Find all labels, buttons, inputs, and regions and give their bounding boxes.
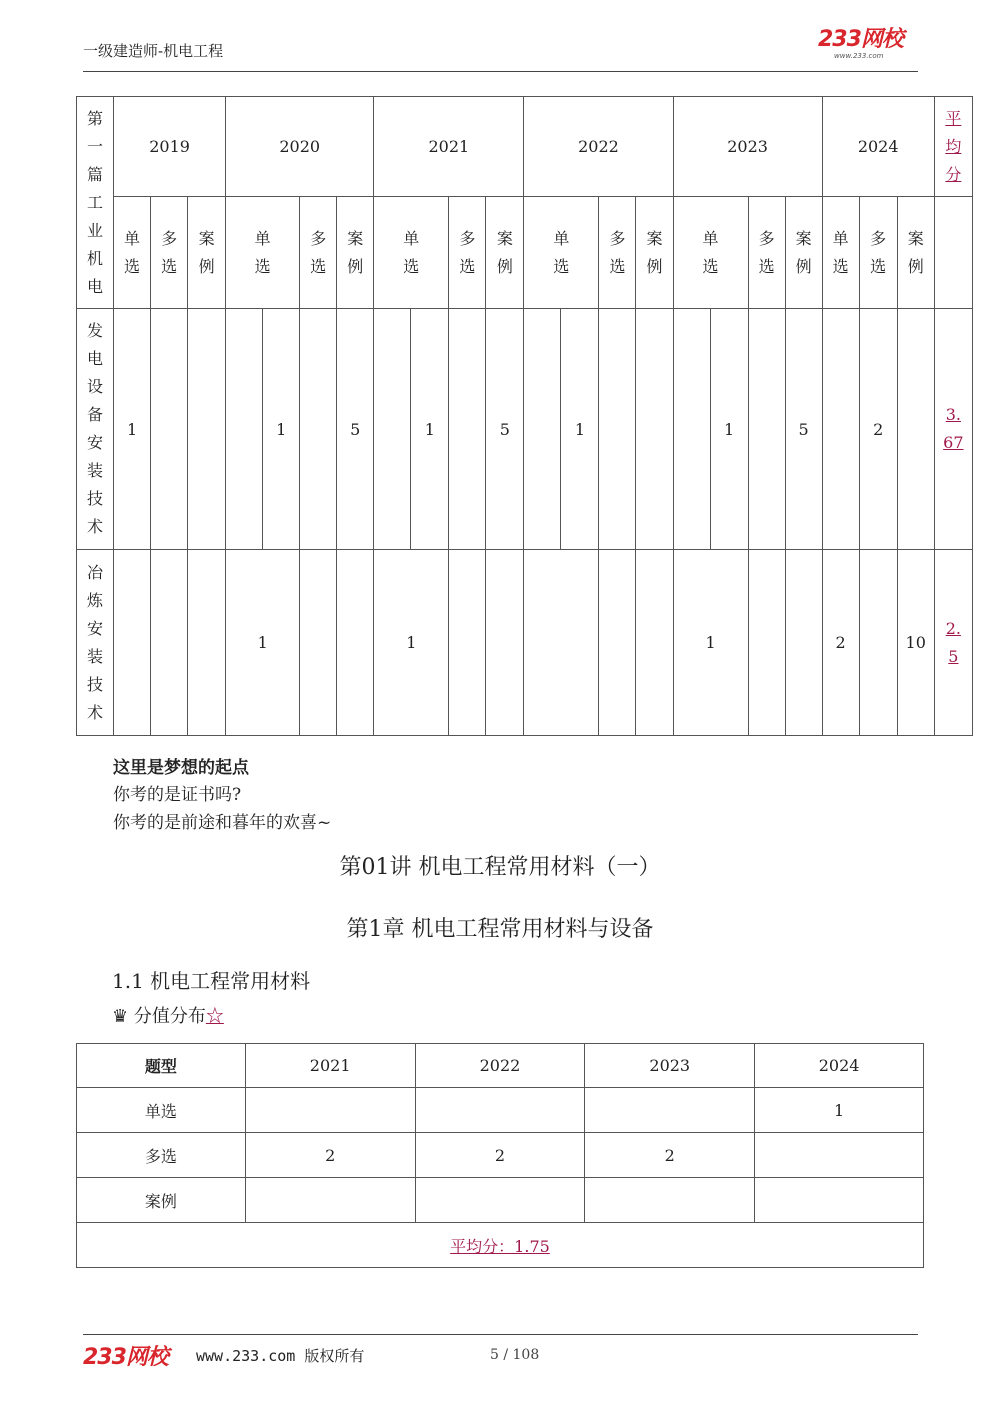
qtype-multi: [859, 197, 897, 309]
cell-2020-multi: [300, 550, 337, 736]
qtype-char: 单: [553, 228, 570, 248]
cell-2023-b: 1: [710, 309, 748, 550]
section-char: 电: [87, 276, 104, 296]
qtype-label: [823, 225, 859, 281]
qtype-char: 多: [459, 228, 476, 248]
cell-2022-single: [524, 550, 599, 736]
row-name-char: 设: [87, 377, 104, 396]
qtype-char: 选: [609, 256, 626, 276]
qtype-char: 选: [254, 256, 271, 276]
qtype-char: 案: [907, 228, 924, 248]
year-2024: 2024: [822, 97, 934, 197]
t2-header: 题型: [77, 1044, 246, 1088]
average-score-cell: [77, 1223, 924, 1268]
qtype-char: 选: [832, 256, 849, 276]
avg-char: 2.: [945, 618, 961, 638]
header-rule: [83, 71, 918, 72]
t2-cell: [585, 1088, 755, 1133]
t2-cell: 案例: [77, 1178, 246, 1223]
t2-header: 2024: [755, 1044, 924, 1088]
row-name-char: 安: [87, 433, 104, 452]
qtype-char: 单: [702, 228, 719, 248]
qtype-char: 例: [646, 256, 663, 276]
brand-logo[interactable]: [818, 28, 918, 62]
intro-line-2: 你考的是证书吗?: [113, 785, 242, 805]
cell-2020-multi: [300, 309, 337, 550]
year-2022: 2022: [524, 97, 673, 197]
qtype-label: [599, 225, 635, 281]
qtype-multi: [748, 197, 785, 309]
cell-2023-single: 1: [673, 550, 748, 736]
cell-2021-case: 5: [486, 309, 524, 550]
cell-2023-case: 5: [785, 309, 822, 550]
qtype-label: [749, 225, 785, 281]
exam-score-table: [76, 96, 973, 736]
qtype-multi: [300, 197, 337, 309]
cell-2024-case: 10: [897, 550, 934, 736]
average-score[interactable]: 平均分：1.75: [450, 1236, 550, 1256]
qtype-char: 案: [198, 228, 215, 248]
cell-2024-multi: [859, 550, 897, 736]
t2-cell: 多选: [77, 1133, 246, 1178]
cell-2019-multi: [151, 309, 188, 550]
cell-2022-a: [524, 309, 561, 550]
qtype-case: [337, 197, 374, 309]
t2-cell: 2: [585, 1133, 755, 1178]
row-name-char: 备: [87, 405, 104, 424]
cell-2024-case: [897, 309, 934, 550]
cell-2023-multi: [748, 309, 785, 550]
row-name: [77, 309, 114, 550]
score-distribution-label: 分值分布: [133, 1006, 206, 1027]
lecture-title: 第01讲 机电工程常用材料（一）: [339, 855, 661, 880]
cell-2023-multi: [748, 550, 785, 736]
qtype-multi: [449, 197, 486, 309]
qtype-char: 选: [124, 256, 141, 276]
cell-2019-multi: [151, 550, 188, 736]
qtype-char: 案: [347, 228, 364, 248]
qtype-char: 选: [870, 256, 887, 276]
qtype-char: 选: [758, 256, 775, 276]
qtype-multi: [599, 197, 636, 309]
qtype-char: 案: [795, 228, 812, 248]
t2-cell: [245, 1178, 415, 1223]
cell-2022-case: [636, 309, 673, 550]
qtype-char: 单: [124, 228, 141, 248]
t2-cell: 2: [415, 1133, 585, 1178]
avg-char: 5: [948, 646, 959, 666]
cell-2021-a: [374, 309, 411, 550]
logo-url: www.233.com: [834, 52, 884, 60]
qtype-single: [114, 197, 151, 309]
qtype-char: 选: [310, 256, 327, 276]
qtype-label: [860, 225, 897, 281]
cell-2023-case: [785, 550, 822, 736]
avg-cell: [934, 309, 972, 550]
score-distribution-table: [76, 1043, 924, 1268]
row-name-char: 装: [87, 646, 104, 666]
qtype-char: 例: [347, 256, 364, 276]
cell-2024-single: [822, 309, 859, 550]
qtype-char: 单: [254, 228, 271, 248]
avg-value[interactable]: [935, 401, 972, 457]
row-name-char: 安: [87, 618, 104, 638]
cell-2022-multi: [599, 550, 636, 736]
qtype-char: 多: [758, 228, 775, 248]
qtype-single: [226, 197, 300, 309]
score-distribution-heading: [112, 1002, 224, 1028]
qtype-label: [524, 225, 598, 281]
t2-cell: [415, 1178, 585, 1223]
logo-text: 233网校: [818, 27, 903, 52]
qtype-case: [188, 197, 226, 309]
qtype-char: 选: [702, 256, 719, 276]
intro-line-3: 你考的是前途和暮年的欢喜~: [113, 813, 332, 833]
row-name: [77, 550, 114, 736]
cell-2021-single: 1: [374, 550, 449, 736]
row-name-text: [77, 559, 113, 727]
qtype-label: [674, 225, 748, 281]
row-name-char: 电: [87, 349, 104, 368]
section-cell: [77, 97, 114, 309]
qtype-char: 案: [496, 228, 513, 248]
section-char: 第: [87, 108, 104, 128]
qtype-char: 选: [161, 256, 178, 276]
qtype-single: [822, 197, 859, 309]
crown-icon: ♛: [112, 1006, 129, 1027]
row-name-text: [77, 317, 113, 541]
row-name-char: 术: [87, 702, 104, 722]
cell-2024-single: 2: [822, 550, 859, 736]
qtype-char: 案: [646, 228, 663, 248]
cell-2021-multi: [449, 550, 486, 736]
qtype-label: [226, 225, 299, 281]
cell-2021-b: 1: [411, 309, 449, 550]
avg-header-char: 平: [945, 108, 962, 128]
qtype-char: 多: [870, 228, 887, 248]
t2-cell: [585, 1178, 755, 1223]
t2-cell: 2: [245, 1133, 415, 1178]
qtype-label: [337, 225, 373, 281]
qtype-label: [449, 225, 485, 281]
qtype-blank: [934, 197, 972, 309]
section-char: 机: [87, 248, 104, 268]
avg-char: 3.: [945, 405, 961, 424]
year-2021: 2021: [374, 97, 524, 197]
qtype-char: 单: [832, 228, 849, 248]
t2-header: 2022: [415, 1044, 585, 1088]
qtype-label: [300, 225, 336, 281]
t2-cell: 1: [755, 1088, 924, 1133]
cell-2021-multi: [449, 309, 486, 550]
qtype-char: 单: [403, 228, 420, 248]
footer-rule: [83, 1334, 918, 1335]
header-title: 一级建造师-机电工程: [83, 42, 224, 60]
cell-2019-single: [114, 550, 151, 736]
t2-header: 2021: [245, 1044, 415, 1088]
avg-char: 67: [943, 433, 964, 452]
qtype-label: [898, 225, 934, 281]
t2-cell: [415, 1088, 585, 1133]
cell-2022-case: [636, 550, 673, 736]
t2-cell: 单选: [77, 1088, 246, 1133]
qtype-char: 选: [553, 256, 570, 276]
footer-logo[interactable]: 233网校: [83, 1345, 168, 1370]
section-char: 业: [87, 220, 104, 240]
cell-2020-case: 5: [337, 309, 374, 550]
qtype-single: [673, 197, 748, 309]
qtype-case: [785, 197, 822, 309]
cell-2020-a: [226, 309, 263, 550]
cell-2022-b: 1: [561, 309, 599, 550]
qtype-char: 多: [310, 228, 327, 248]
qtype-label: [188, 225, 225, 281]
qtype-label: [114, 225, 150, 281]
avg-header-char: 均: [945, 136, 962, 156]
avg-header-char: 分: [945, 164, 962, 184]
year-2020: 2020: [226, 97, 374, 197]
row-name-char: 炼: [87, 590, 104, 610]
qtype-char: 选: [459, 256, 476, 276]
qtype-label: [636, 225, 672, 281]
qtype-label: [786, 225, 822, 281]
t2-cell: [755, 1178, 924, 1223]
qtype-label: [374, 225, 448, 281]
intro-line-1: 这里是梦想的起点: [113, 758, 249, 778]
qtype-single: [524, 197, 599, 309]
page-number: 5 / 108: [490, 1347, 540, 1363]
row-name-char: 术: [87, 517, 104, 536]
cell-2021-case: [486, 550, 524, 736]
avg-header[interactable]: [934, 97, 972, 197]
section-char: 篇: [87, 164, 104, 184]
cell-2020-single: 1: [226, 550, 300, 736]
cell-2020-case: [337, 550, 374, 736]
cell-2020-b: 1: [263, 309, 300, 550]
qtype-multi: [151, 197, 188, 309]
year-2023: 2023: [673, 97, 822, 197]
qtype-char: 例: [795, 256, 812, 276]
avg-value[interactable]: [935, 615, 972, 671]
cell-2019-case: [188, 550, 226, 736]
row-name-char: 冶: [87, 562, 104, 582]
t2-header: 2023: [585, 1044, 755, 1088]
section-char: 一: [87, 136, 104, 156]
footer-copyright: www.233.com 版权所有: [196, 1347, 365, 1365]
qtype-case: [897, 197, 934, 309]
t2-cell: [245, 1088, 415, 1133]
cell-2024-multi: 2: [859, 309, 897, 550]
cell-2019-single: 1: [114, 309, 151, 550]
qtype-char: 例: [496, 256, 513, 276]
row-name-char: 技: [87, 674, 104, 694]
section-title: 1.1 机电工程常用材料: [112, 969, 311, 993]
star-icon[interactable]: ☆: [205, 1006, 224, 1027]
cell-2023-a: [673, 309, 710, 550]
cell-2019-case: [188, 309, 226, 550]
qtype-case: [636, 197, 673, 309]
avg-cell: [934, 550, 972, 736]
qtype-label: [486, 225, 523, 281]
t2-cell: [755, 1133, 924, 1178]
cell-2022-multi: [599, 309, 636, 550]
row-name-char: 装: [87, 461, 104, 480]
year-2019: 2019: [114, 97, 226, 197]
row-name-char: 发: [87, 321, 104, 340]
qtype-label: [151, 225, 187, 281]
qtype-case: [486, 197, 524, 309]
section-char: 工: [87, 192, 104, 212]
qtype-single: [374, 197, 449, 309]
qtype-char: 多: [161, 228, 178, 248]
qtype-char: 多: [609, 228, 626, 248]
qtype-char: 例: [907, 256, 924, 276]
row-name-char: 技: [87, 489, 104, 508]
chapter-title: 第1章 机电工程常用材料与设备: [346, 917, 654, 942]
qtype-char: 例: [198, 256, 215, 276]
qtype-char: 选: [403, 256, 420, 276]
